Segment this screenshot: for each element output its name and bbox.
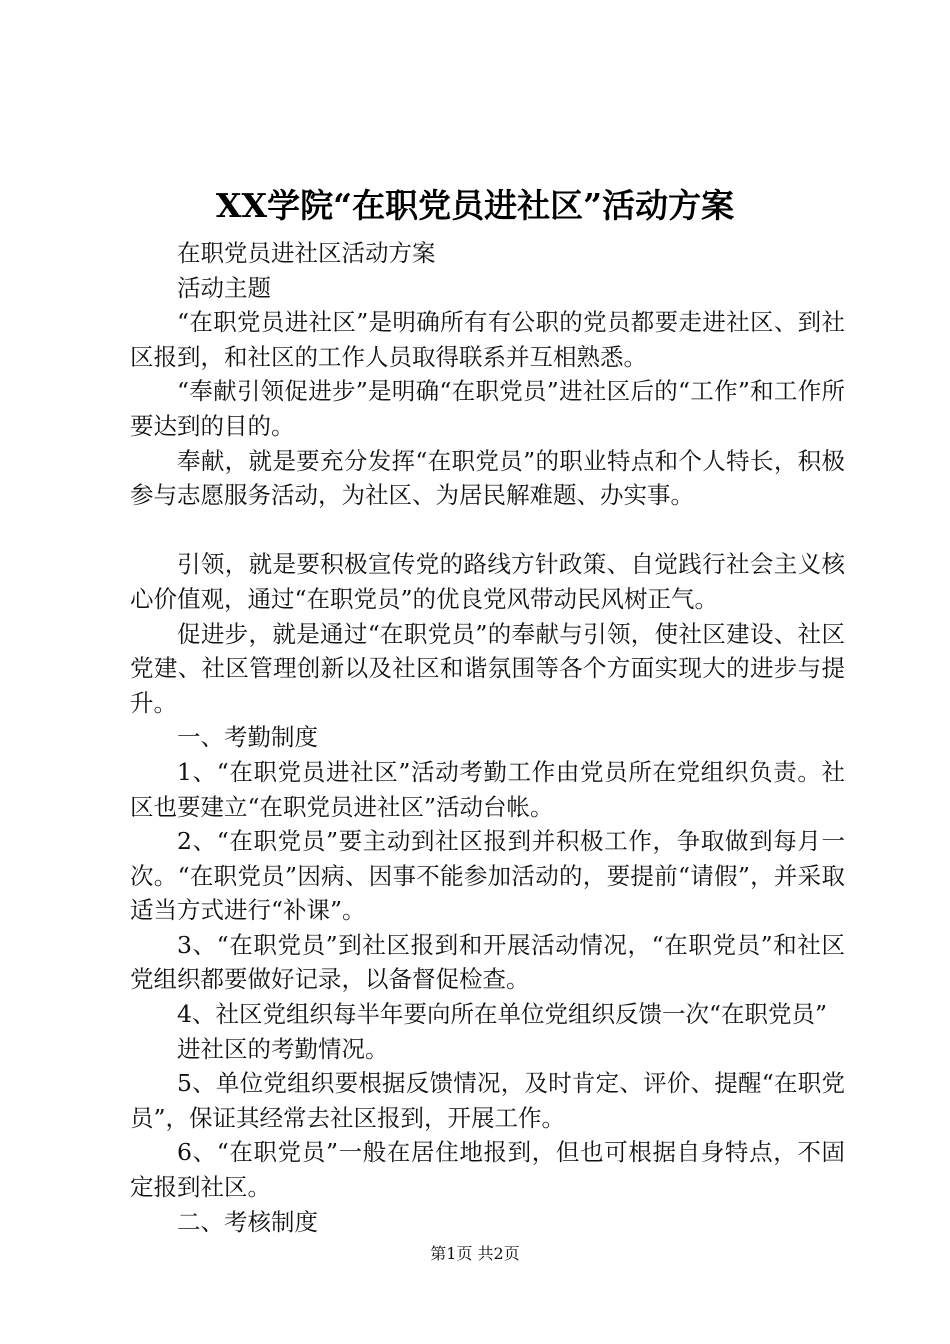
document-title: XX学院“在职党员进社区”活动方案	[215, 186, 735, 225]
paragraph: 6、“在职党员”一般在居住地报到，但也可根据自身特点，不固定报到社区。	[130, 1138, 845, 1202]
paragraph-spacer	[130, 513, 845, 548]
paragraph: 进社区的考勤情况。	[177, 1034, 389, 1063]
paragraph: 促进步，就是通过“在职党员”的奉献与引领，使社区建设、社区党建、社区管理创新以及社区和谐氛围等各个方面实现大的进步与提升。	[130, 619, 845, 717]
section-heading-attendance: 一、考勤制度	[177, 723, 318, 752]
paragraph: “在职党员进社区”是明确所有有公职的党员都要走进社区、到社区报到，和社区的工作人员取得联系并互相熟悉。	[130, 308, 845, 371]
section-heading-assessment: 二、考核制度	[177, 1207, 318, 1236]
document-body	[130, 236, 845, 1239]
paragraph-theme-heading: 活动主题	[177, 273, 271, 302]
paragraph: 1、“在职党员进社区”活动考勤工作由党员所在党组织负责。社区也要建立“在职党员进社区”活动台帐。	[130, 757, 845, 821]
paragraph: 5、单位党组织要根据反馈情况，及时肯定、评价、提醒“在职党员”，保证其经常去社区报到，开展工作。	[130, 1069, 845, 1132]
paragraph: 2、“在职党员”要主动到社区报到并积极工作，争取做到每月一次。“在职党员”因病、因事不能参加活动的，要提前“请假”，并采取适当方式进行“补课”。	[130, 827, 845, 925]
paragraph: “奉献引领促进步”是明确“在职党员”进社区后的“工作”和工作所要达到的目的。	[130, 377, 845, 440]
paragraph: 奉献，就是要充分发挥“在职党员”的职业特点和个人特长，积极参与志愿服务活动，为社区、为居民解难题、办实事。	[130, 446, 845, 510]
paragraph: 引领，就是要积极宣传党的路线方针政策、自觉践行社会主义核心价值观，通过“在职党员”的优良党风带动民风树正气。	[130, 550, 845, 613]
paragraph: 4、社区党组织每半年要向所在单位党组织反馈一次“在职党员”	[177, 1000, 827, 1029]
page-footer: 第1页 共2页	[430, 1244, 520, 1263]
paragraph: 3、“在职党员”到社区报到和开展活动情况，“在职党员”和社区党组织都要做好记录，以备督促检查。	[130, 930, 845, 994]
paragraph-subtitle: 在职党员进社区活动方案	[177, 239, 436, 267]
